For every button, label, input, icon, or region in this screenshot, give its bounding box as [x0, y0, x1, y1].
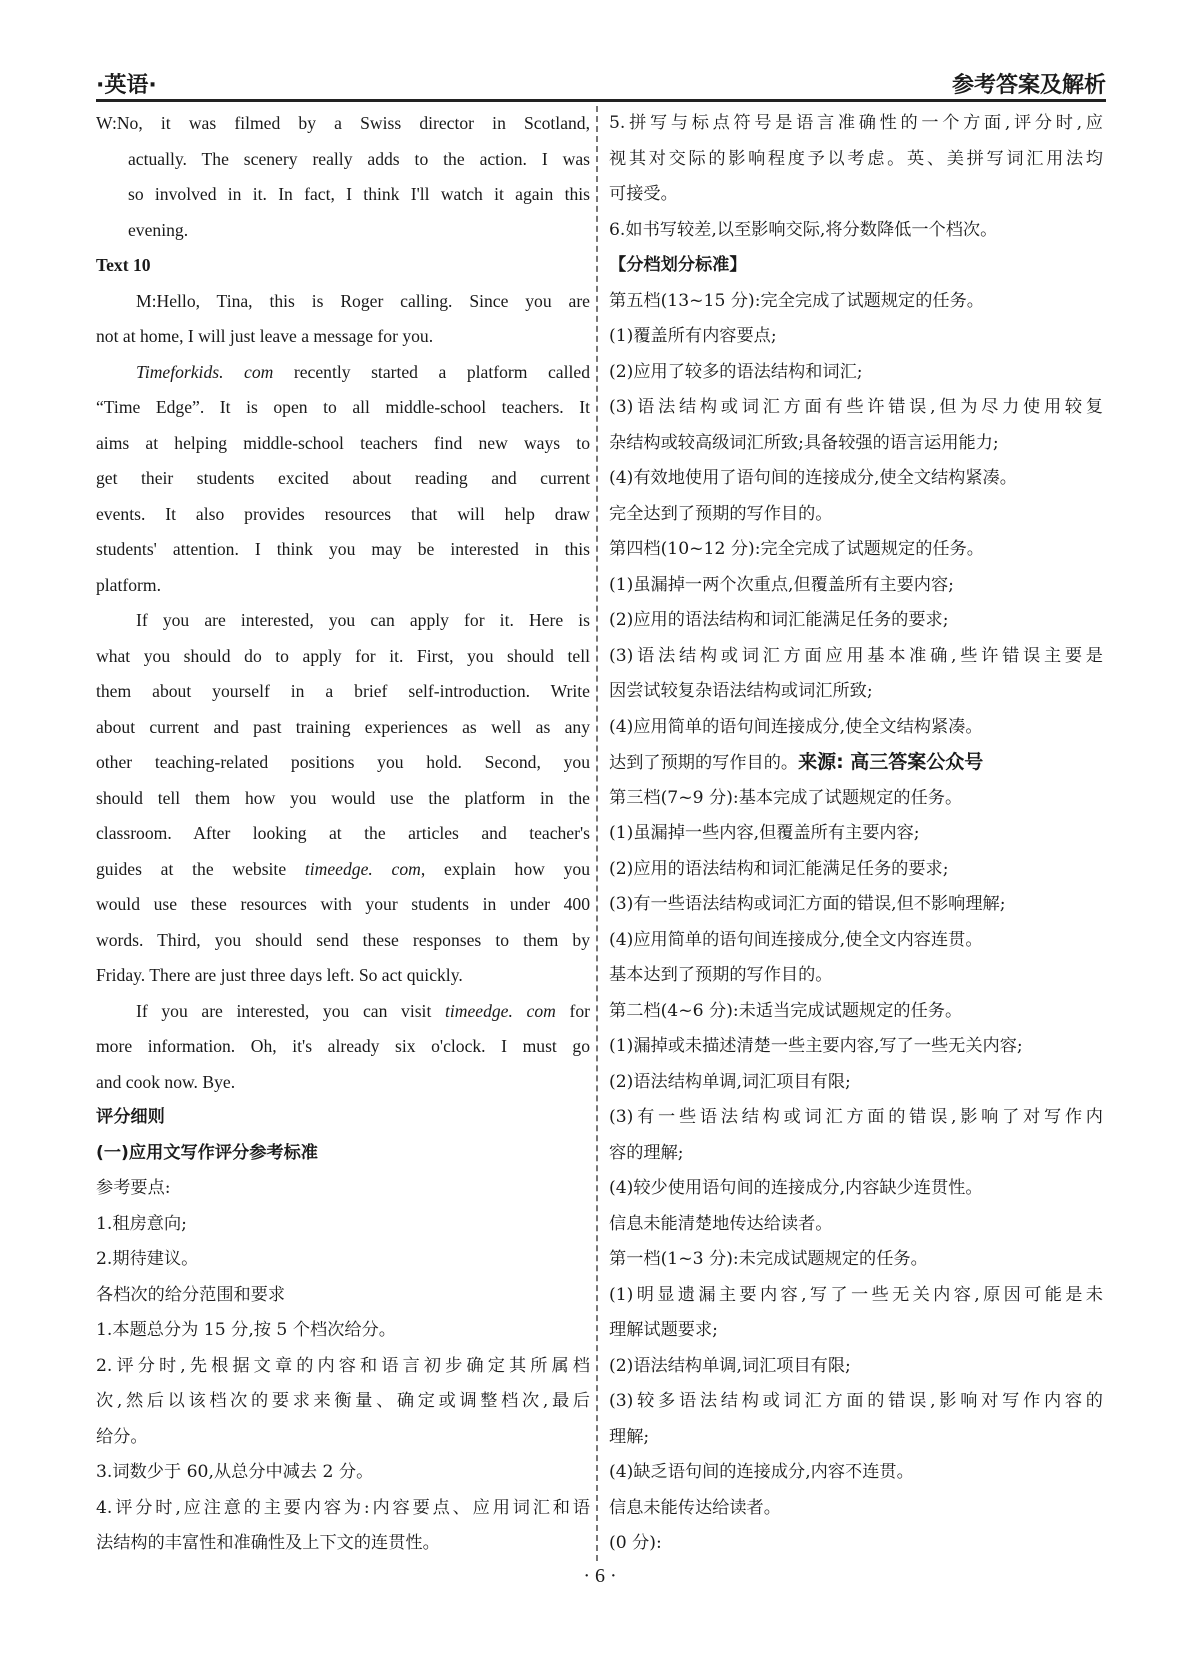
- subheading: 各档次的给分范围和要求: [96, 1284, 286, 1305]
- list-item: (4)有效地使用了语句间的连接成分,使全文结构紧凑。: [609, 468, 1017, 488]
- text-line: about current and past training experiences as well as any: [96, 716, 590, 737]
- list-item: (1)覆盖所有内容要点;: [609, 326, 777, 346]
- right-column: [609, 106, 1103, 1562]
- level-title: (0 分):: [609, 1533, 662, 1553]
- list-item: (4)缺乏语句间的连接成分,内容不连贯。: [609, 1462, 914, 1482]
- list-item: (3)语法结构或词汇方面有些许错误,但为尽力使用较复: [609, 397, 1103, 417]
- text-line: them about yourself in a brief self-introduction. Write: [96, 681, 590, 701]
- text-line: 信息未能传达给读者。: [609, 1497, 781, 1518]
- list-item: (1)明显遗漏主要内容,写了一些无关内容,原因可能是未: [609, 1284, 1103, 1305]
- text-line: “Time Edge”. It is open to all middle-school teachers. It: [96, 397, 590, 417]
- scoring-heading: 评分细则: [96, 1107, 165, 1127]
- text-line: 杂结构或较高级词汇所致;具备较强的语言运用能力;: [609, 432, 999, 453]
- text-line: 理解;: [609, 1426, 650, 1447]
- text-line: 容的理解;: [609, 1142, 684, 1163]
- list-item: (1)虽漏掉一些内容,但覆盖所有主要内容;: [609, 823, 920, 843]
- text-line: 信息未能清楚地传达给读者。: [609, 1213, 833, 1234]
- text-line: 因尝试较复杂语法结构或词汇所致;: [609, 681, 873, 701]
- text-line: 完全达到了预期的写作目的。: [609, 503, 833, 524]
- list-item: (4)较少使用语句间的连接成分,内容缺少连贯性。: [609, 1178, 983, 1198]
- text-line: 基本达到了预期的写作目的。: [609, 965, 833, 985]
- text-line: should tell them how you would use the platform in the: [96, 787, 590, 808]
- list-item: 1.本题总分为 15 分,按 5 个档次给分。: [96, 1320, 396, 1340]
- list-item: (1)虽漏掉一两个次重点,但覆盖所有主要内容;: [609, 574, 954, 595]
- text-line: more information. Oh, it's already six o'clock. I must go: [96, 1036, 590, 1056]
- text-line: actually. The scenery really adds to the action. I was: [128, 148, 590, 169]
- text-line: other teaching-related positions you hold. Second, you: [96, 752, 590, 772]
- website-name: timeedge. com: [304, 858, 421, 879]
- text-line: 视其对交际的影响程度予以考虑。英、美拼写词汇用法均: [609, 148, 1103, 169]
- list-item: 2.评分时,先根据文章的内容和语言初步确定其所属档: [96, 1355, 590, 1376]
- list-item: 6.如书写较差,以至影响交际,将分数降低一个档次。: [609, 219, 998, 240]
- text-line: aims at helping middle-school teachers find new ways to: [96, 432, 590, 453]
- text-line: events. It also provides resources that will help draw: [96, 503, 590, 524]
- list-item: (2)应用的语法结构和词汇能满足任务的要求;: [609, 610, 949, 630]
- level-title: 第一档(1~3 分):未完成试题规定的任务。: [609, 1249, 928, 1269]
- section-heading: (一)应用文写作评分参考标准: [96, 1142, 318, 1163]
- website-name: Timeforkids. com: [136, 361, 274, 382]
- list-item: (2)应用的语法结构和词汇能满足任务的要求;: [609, 858, 949, 879]
- level-title: 第四档(10~12 分):完全完成了试题规定的任务。: [609, 539, 984, 559]
- level-title: 第二档(4~6 分):未适当完成试题规定的任务。: [609, 1000, 963, 1021]
- text-line: and cook now. Bye.: [96, 1071, 236, 1092]
- list-item: (4)应用简单的语句间连接成分,使全文内容连贯。: [609, 929, 983, 950]
- level-title: 第三档(7~9 分):基本完成了试题规定的任务。: [609, 787, 963, 808]
- text-line: 法结构的丰富性和准确性及上下文的连贯性。: [96, 1533, 440, 1553]
- list-item: (3)有一些语法结构或词汇方面的错误,影响了对写作内: [609, 1107, 1103, 1127]
- text-line: would use these resources with your students in under 400: [96, 894, 590, 914]
- page-header: [96, 62, 1106, 102]
- section-label: 参考答案及解析: [951, 73, 1106, 98]
- source-note: 来源: 高三答案公众号: [798, 751, 984, 773]
- text-line: 理解试题要求;: [609, 1320, 718, 1340]
- section-heading: Text 10: [96, 255, 151, 275]
- text-line: guides at the website timeedge. com, explain how you: [96, 858, 590, 879]
- text-line: M:Hello, Tina, this is Roger calling. Since you are: [136, 290, 590, 311]
- list-item: (3)有一些语法结构或词汇方面的错误,但不影响理解;: [609, 894, 1006, 914]
- list-item: 4.评分时,应注意的主要内容为:内容要点、应用词汇和语: [96, 1497, 590, 1518]
- text-line: get their students excited about reading and current: [96, 468, 590, 488]
- text-line: so involved in it. In fact, I think I'll watch it again this: [128, 184, 590, 204]
- text-line: not at home, I will just leave a message for you.: [96, 326, 434, 346]
- section-heading: 【分档划分标准】: [609, 255, 747, 275]
- text-line: 达到了预期的写作目的。来源: 高三答案公众号: [609, 751, 984, 773]
- list-item: 2.期待建议。: [96, 1249, 199, 1269]
- text-line: evening.: [128, 219, 189, 240]
- left-column: [96, 106, 590, 1562]
- text-line: what you should do to apply for it. First, you should tell: [96, 645, 590, 666]
- column-divider: [596, 106, 598, 1561]
- page-number: · 6 ·: [583, 1565, 617, 1587]
- website-name: timeedge. com: [444, 1000, 556, 1021]
- text-line: words. Third, you should send these responses to them by: [96, 929, 590, 950]
- text-line: Friday. There are just three days left. So act quickly.: [96, 965, 463, 985]
- text-line: 给分。: [96, 1426, 148, 1447]
- list-item: (4)应用简单的语句间连接成分,使全文结构紧凑。: [609, 716, 983, 737]
- subject-label: ·英语·: [96, 73, 157, 98]
- text-line: If you are interested, you can apply for it. Here is: [136, 610, 590, 630]
- level-title: 第五档(13~15 分):完全完成了试题规定的任务。: [609, 290, 984, 311]
- text-line: If you are interested, you can visit timeedge. com for: [136, 1000, 590, 1021]
- text-line: Timeforkids. com recently started a platform called: [136, 361, 590, 382]
- list-item: (3)较多语法结构或词汇方面的错误,影响对写作内容的: [609, 1391, 1103, 1411]
- text-line: 参考要点:: [96, 1178, 171, 1198]
- list-item: (2)语法结构单调,词汇项目有限;: [609, 1355, 851, 1376]
- list-item: (3)语法结构或词汇方面应用基本准确,些许错误主要是: [609, 645, 1103, 666]
- text-line: 次,然后以该档次的要求来衡量、确定或调整档次,最后: [96, 1391, 590, 1411]
- text-line: classroom. After looking at the articles and teacher's: [96, 823, 590, 843]
- text-line: platform.: [96, 574, 161, 595]
- list-item: (2)语法结构单调,词汇项目有限;: [609, 1071, 851, 1092]
- text-line: students' attention. I think you may be interested in this: [96, 539, 590, 559]
- text-line: W:No, it was filmed by a Swiss director in Scotland,: [96, 113, 590, 133]
- list-item: 3.词数少于 60,从总分中减去 2 分。: [96, 1462, 374, 1482]
- list-item: 1.租房意向;: [96, 1213, 187, 1234]
- list-item: (2)应用了较多的语法结构和词汇;: [609, 361, 863, 382]
- header-rule: [96, 99, 1106, 102]
- list-item: (1)漏掉或未描述清楚一些主要内容,写了一些无关内容;: [609, 1036, 1023, 1056]
- text-line: 可接受。: [609, 184, 678, 204]
- list-item: 5.拼写与标点符号是语言准确性的一个方面,评分时,应: [609, 113, 1103, 133]
